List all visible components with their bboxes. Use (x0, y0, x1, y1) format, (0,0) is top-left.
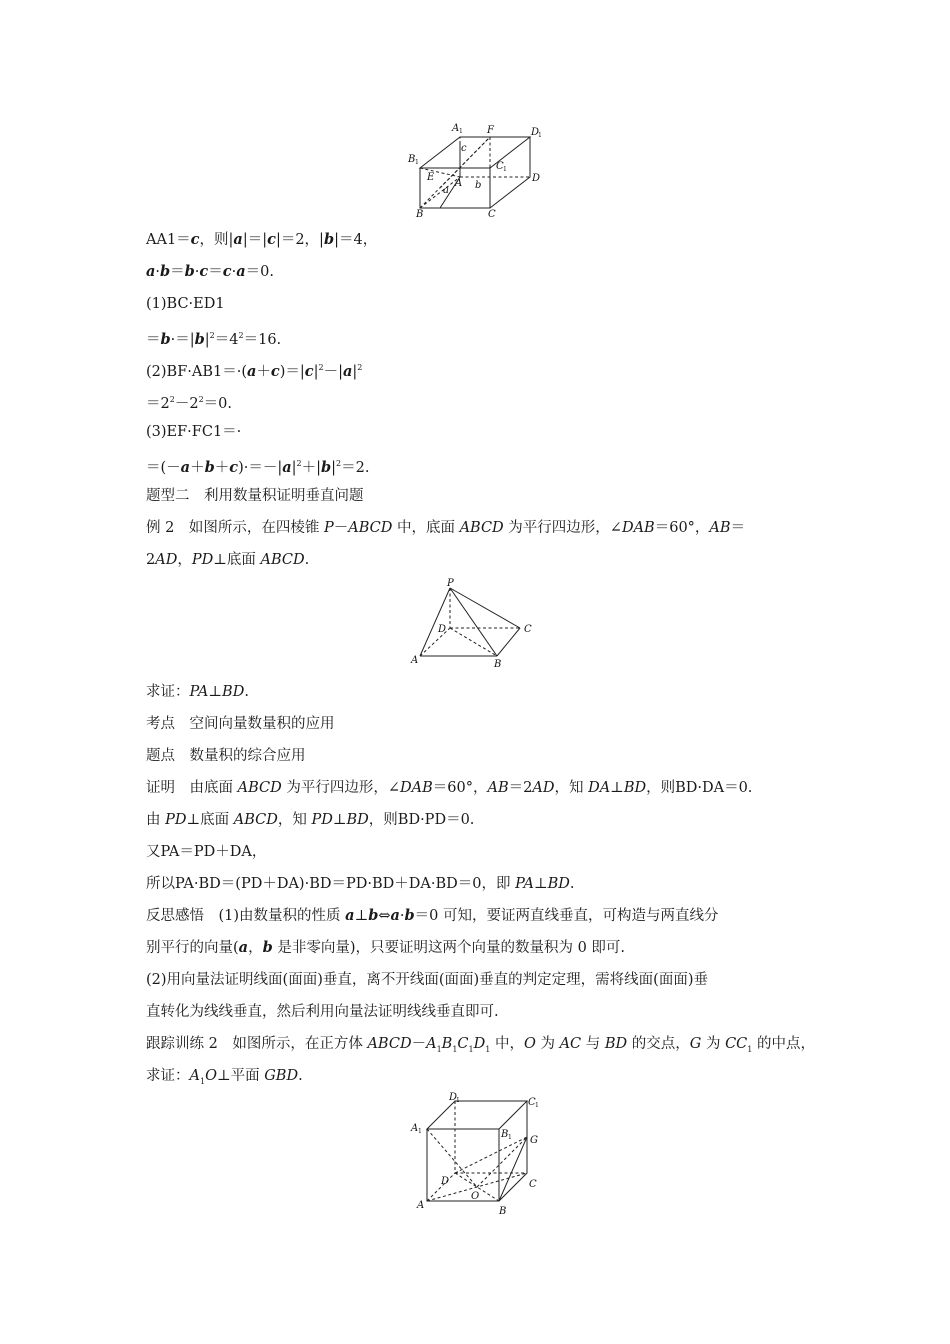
math-var: CC (725, 1036, 748, 1052)
math-var: BD (222, 684, 245, 700)
math-var: ABCD (233, 812, 278, 828)
text: (2)用向量法证明线面(面面)垂直，离不开线面(面面)垂直的判定定理，需将线面(面面)垂 (146, 972, 708, 988)
text: | (352, 363, 358, 380)
text: ＝2. (341, 459, 370, 476)
example2-statement-line2 (146, 550, 820, 570)
label-A: A (455, 178, 463, 189)
text: ＝0 可知，要证两直线垂直，可构造与两直线分 (414, 908, 719, 924)
label-D1: D (531, 127, 540, 138)
vector-b: b (323, 231, 335, 248)
vector-a: a (343, 362, 353, 380)
text: 为平行四边形，∠ (281, 780, 400, 796)
math-var: O (205, 1068, 217, 1084)
subscript: 1 (747, 1044, 753, 1054)
figure-pyramid (405, 578, 555, 670)
vector-b: b (262, 939, 273, 956)
vector-b: b (204, 458, 215, 476)
text: 求证： (146, 1068, 190, 1084)
label-B1-sub: 1 (508, 1134, 512, 1141)
label-B1-sub: 1 (415, 159, 419, 166)
text: |＝| (242, 232, 268, 248)
label-A1: A (452, 123, 460, 134)
label-B1: B (501, 1129, 509, 1140)
prove-statement (146, 682, 820, 702)
vector-c: c (270, 362, 280, 380)
reflection-line1 (146, 906, 820, 926)
label-D: D (532, 173, 541, 184)
text: 题型二 利用数量积证明垂直问题 (146, 488, 364, 504)
math-var: AB (487, 780, 509, 796)
vector-a: a (390, 907, 400, 924)
superscript: 2 (296, 459, 302, 468)
line-part2 (146, 358, 820, 378)
subscript: 1 (199, 1076, 206, 1086)
superscript: 2 (336, 459, 342, 468)
proof-line3 (146, 842, 820, 862)
text: ⇔ (378, 908, 391, 924)
text: ＝2 (146, 395, 170, 412)
label-A1-sub: 1 (418, 1128, 422, 1135)
text: 证明 由底面 (146, 780, 238, 796)
vector-b: b (404, 907, 415, 924)
math-var: D (473, 1036, 486, 1052)
label-C: C (524, 624, 532, 635)
math-var: BD (346, 812, 369, 828)
text: ＝60°， (654, 520, 710, 536)
proof-line4 (146, 874, 820, 894)
text: ，知 (554, 780, 589, 796)
text: (3)EF·FC1＝· (146, 424, 242, 440)
superscript: 2 (238, 331, 244, 340)
text: 是非零向量)，只要证明这两个向量的数量积为 0 即可. (272, 940, 626, 956)
vector-c: c (229, 458, 239, 476)
reflection-line3 (146, 970, 820, 990)
superscript: 2 (209, 331, 215, 340)
figure-cube (405, 1092, 555, 1217)
text: ＝ (146, 331, 161, 348)
text: ＝0. (203, 395, 232, 412)
subscript: 1 (452, 1044, 458, 1054)
vector-a: a (282, 458, 292, 476)
math-var: AC (559, 1036, 582, 1052)
text: ⊥ (208, 684, 223, 700)
label-D: D (438, 624, 447, 635)
subscript: 1 (468, 1044, 474, 1054)
label-P: P (447, 578, 454, 589)
text: ＋ (256, 363, 271, 380)
cube-hidden-a1o (427, 1129, 477, 1187)
text: (1)BC·ED1 (146, 296, 225, 312)
math-var: ABCD (459, 520, 504, 536)
superscript: 2 (169, 395, 175, 404)
vector-c: c (267, 231, 276, 248)
text: ， (177, 552, 192, 568)
math-var: PA (515, 876, 534, 892)
training2-statement-line2 (146, 1066, 820, 1086)
label-C1-sub: 1 (503, 166, 507, 173)
text: 又PA＝PD＋DA， (146, 844, 267, 860)
subscript: 1 (436, 1044, 442, 1054)
label-D: D (441, 1176, 450, 1187)
text: ⊥ (533, 876, 548, 892)
math-var: DAB (400, 780, 433, 796)
label-E: E (427, 172, 435, 183)
text: ，知 (277, 812, 312, 828)
label-F: F (487, 125, 494, 136)
text: AA1＝ (146, 232, 191, 248)
text: . (298, 1068, 303, 1084)
math-var: PA (189, 684, 209, 700)
text: －2 (174, 395, 199, 412)
text: ⊥ (354, 908, 369, 924)
text: 求证： (146, 684, 190, 700)
vector-b: b (160, 330, 171, 348)
text: ·＝| (170, 331, 195, 348)
superscript: 2 (198, 395, 204, 404)
label-b: b (475, 180, 482, 191)
text: · (155, 264, 161, 280)
text: |＝4， (334, 232, 378, 248)
box-hidden-edge-ba (420, 177, 463, 208)
vector-a: a (146, 263, 156, 280)
text: ＝ (730, 520, 746, 536)
question-point (146, 746, 820, 766)
figure-box-svg (405, 120, 565, 220)
vector-a: a (180, 458, 191, 476)
label-D1: D (449, 1092, 458, 1103)
math-var: C (457, 1036, 469, 1052)
text: 别平行的向量( (146, 940, 239, 956)
label-D1-sub: 1 (538, 132, 542, 139)
math-var: BD (547, 876, 570, 892)
line-aa1-eq-c (146, 230, 820, 250)
vector-b: b (368, 907, 379, 924)
text: 为 (701, 1036, 726, 1052)
text: ＝0. (245, 264, 274, 280)
subscript: 1 (485, 1044, 491, 1054)
text: · (194, 264, 200, 280)
math-var: B (441, 1036, 453, 1052)
vector-a: a (345, 907, 355, 924)
text: ，则| (199, 232, 234, 248)
math-var: P (323, 520, 334, 536)
figure-pyramid-svg (405, 578, 555, 670)
text: ＋ (214, 459, 230, 476)
math-var: PD (191, 552, 214, 568)
line-part3-heading (146, 422, 820, 442)
text: ＝4 (214, 331, 239, 348)
section-heading-type2 (146, 486, 820, 506)
proof-line2 (146, 810, 820, 830)
math-var: ABCD (348, 520, 393, 536)
label-A: A (417, 1200, 425, 1211)
reflection-line4 (146, 1002, 820, 1022)
text: ＝ (170, 264, 185, 280)
text: ＝ (208, 264, 223, 280)
vector-a: a (236, 263, 246, 280)
math-var: ABCD (367, 1036, 412, 1052)
box-hidden-b1a (420, 168, 460, 177)
text: ，则BD·DA＝0. (646, 780, 753, 796)
label-c: c (461, 143, 467, 154)
cube-hidden-dg (455, 1137, 527, 1173)
math-var: DAB (621, 520, 655, 536)
text: 跟踪训练 2 如图所示，在正方体 (146, 1036, 368, 1052)
label-C: C (488, 209, 496, 220)
text: 中， (490, 1036, 524, 1052)
text: ，则BD·PD＝0. (368, 812, 475, 828)
figure-cube-svg (405, 1092, 555, 1217)
text: ， (248, 940, 263, 956)
text: )·＝－| (238, 459, 283, 476)
vector-b: b (194, 330, 205, 348)
cube-front-face (427, 1129, 499, 1201)
label-D1-sub: 1 (456, 1097, 460, 1104)
text: | (291, 459, 297, 476)
cube-edge-bg (499, 1137, 527, 1201)
math-var: BD (623, 780, 647, 796)
text: . (569, 876, 575, 892)
edge-PC (450, 588, 520, 628)
edge-PA (420, 588, 450, 656)
vector-a: a (238, 939, 249, 956)
text: | (204, 331, 210, 348)
text: ⊥平面 (216, 1068, 265, 1084)
line-part1-heading (146, 294, 820, 314)
text: － (333, 520, 349, 536)
superscript: 2 (318, 363, 324, 372)
text: －| (323, 363, 343, 380)
math-var: PD (165, 812, 187, 828)
example2-statement-line1 (146, 518, 820, 538)
line-part3-result (146, 454, 820, 474)
vector-c: c (199, 263, 209, 280)
line-dot-products-zero (146, 262, 820, 282)
label-G: G (530, 1135, 538, 1146)
text: 为 (535, 1036, 560, 1052)
text: ＝16. (243, 331, 282, 348)
proof-line1 (146, 778, 820, 798)
text: 与 (581, 1036, 605, 1052)
label-A1-sub: 1 (459, 128, 463, 135)
text: 为平行四边形，∠ (503, 520, 622, 536)
text: ＝60°， (432, 780, 488, 796)
math-var: PD (311, 812, 333, 828)
label-C1-sub: 1 (535, 1102, 539, 1109)
math-var: ABCD (260, 552, 305, 568)
text: ＋ (190, 459, 205, 476)
training2-statement-line1 (146, 1034, 820, 1054)
text: 反思感悟 (1)由数量积的性质 (146, 908, 346, 924)
vector-b: b (321, 458, 332, 476)
vector-c: c (304, 362, 314, 380)
math-var: AD (155, 552, 178, 568)
label-B: B (499, 1206, 507, 1217)
label-a: a (443, 185, 449, 196)
text: ＋| (301, 459, 321, 476)
vector-b: b (160, 263, 171, 280)
vector-a: a (233, 231, 243, 248)
text: 的交点， (627, 1036, 690, 1052)
math-var: G (689, 1036, 702, 1052)
label-A1: A (411, 1123, 419, 1134)
text: 题点 数量积的综合应用 (146, 748, 306, 764)
label-A: A (411, 655, 419, 666)
box-right-face (490, 137, 530, 208)
math-var: AB (709, 520, 731, 536)
text: 由 (146, 812, 166, 828)
text: )＝| (279, 363, 305, 380)
label-C1: C (528, 1097, 536, 1108)
vector-c: c (190, 231, 200, 248)
text: ⊥ (610, 780, 624, 796)
text: 考点 空间向量数量积的应用 (146, 716, 335, 732)
text: | (331, 459, 337, 476)
text: 例 2 如图所示，在四棱锥 (146, 520, 324, 536)
text: 的中点， (752, 1036, 815, 1052)
math-var: A (189, 1068, 200, 1084)
text: ＝(－ (146, 459, 181, 476)
math-var: BD (604, 1036, 628, 1052)
text: ⊥ (332, 812, 347, 828)
math-var: O (523, 1036, 536, 1052)
text: ⊥底面 (213, 552, 261, 568)
text: 直转化为线线垂直，然后利用向量法证明线线垂直即可. (146, 1004, 499, 1020)
text: |＝2，| (275, 232, 324, 248)
label-B: B (494, 659, 502, 670)
label-C1: C (496, 161, 504, 172)
text: · (399, 908, 405, 924)
vector-b: b (184, 263, 195, 280)
line-part2-result (146, 390, 820, 410)
vector-c: c (222, 263, 232, 280)
label-B: B (416, 209, 424, 220)
text: － (411, 1036, 427, 1052)
edge-BC (497, 628, 520, 656)
text: . (244, 684, 249, 700)
label-C: C (529, 1179, 537, 1190)
superscript: 2 (357, 363, 363, 372)
math-var: DA (588, 780, 611, 796)
text: 中，底面 (392, 520, 460, 536)
label-B1: B (408, 154, 416, 165)
knowledge-point (146, 714, 820, 734)
text: ＝2 (508, 780, 533, 796)
figure-box-vectors (405, 120, 565, 220)
label-O: O (471, 1191, 480, 1202)
cube-top-face (427, 1101, 527, 1129)
math-var: A (426, 1036, 437, 1052)
edge-PB (450, 588, 497, 656)
math-var: GBD (264, 1068, 299, 1084)
text: . (304, 552, 310, 568)
text: 所以PA·BD＝(PD＋DA)·BD＝PD·BD＋DA·BD＝0，即 (146, 876, 516, 892)
vector-a: a (246, 362, 257, 380)
reflection-line2 (146, 938, 820, 958)
edge-DB (450, 628, 497, 656)
math-var: AD (532, 780, 555, 796)
text: (2)BF·AB1＝·( (146, 363, 247, 380)
text: ⊥底面 (186, 812, 234, 828)
line-part1-result (146, 326, 820, 346)
text: 2 (146, 552, 156, 568)
text: · (231, 264, 237, 280)
text: | (313, 363, 319, 380)
math-var: ABCD (237, 780, 282, 796)
